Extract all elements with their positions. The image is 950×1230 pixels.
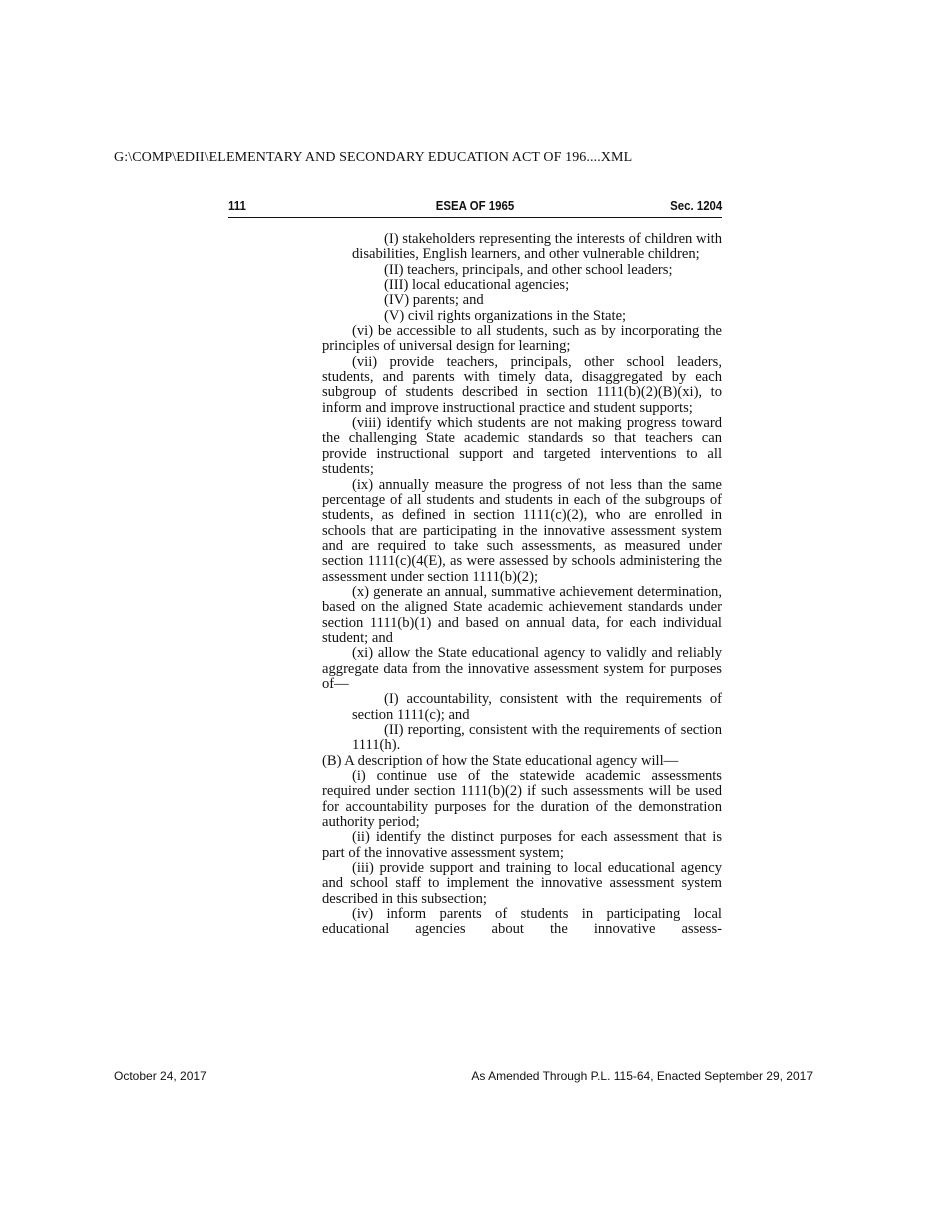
statute-paragraph: (I) accountability, consistent with the requirements of section 1111(c); and — [352, 691, 722, 723]
statute-paragraph: (III) local educational agencies; — [384, 277, 570, 294]
document-title: ESEA OF 1965 — [435, 198, 515, 213]
statute-body — [290, 232, 722, 938]
statute-paragraph: (vii) provide teachers, principals, other school leaders, students, and parents with timely data, disaggregated by each subgroup of students described in section 1111(b)(2)(B)(xi), to inform and improve instructional practice and student supports; — [322, 353, 722, 416]
statute-paragraph: (iv) inform parents of students in participating local educational agencies about the innovative assess- — [322, 906, 722, 938]
statute-paragraph: (B) A description of how the State educational agency will— — [322, 752, 679, 769]
footer-amendment-note: As Amended Through P.L. 115-64, Enacted September 29, 2017 — [471, 1069, 813, 1083]
statute-paragraph: (ix) annually measure the progress of not less than the same percentage of all students and students in each of the subgroups of students, as defined in section 1111(c)(2), who are enrolled in schools that are participating in the innovative assessment system and are required to take such assessments, as measured under section 1111(c)(4(E), as were assessed by schools administering the assessment under section 1111(b)(2); — [322, 476, 722, 585]
running-head — [228, 198, 722, 218]
statute-paragraph: (I) stakeholders representing the interests of children with disabilities, English learners, and other vulnerable children; — [352, 231, 722, 263]
statute-paragraph: (i) continue use of the statewide academic assessments required under section 1111(b)(2) if such assessments will be used for accountability purposes for the duration of the demonstration authority period; — [322, 768, 722, 831]
statute-paragraph: (xi) allow the State educational agency to validly and reliably aggregate data from the innovative assessment system for purposes of— — [322, 645, 722, 692]
statute-paragraph: (ii) identify the distinct purposes for each assessment that is part of the innovative assessment system; — [322, 829, 722, 861]
statute-paragraph: (iii) provide support and training to local educational agency and school staff to implement the innovative assessment system described in this subsection; — [322, 860, 722, 907]
statute-paragraph: (II) teachers, principals, and other school leaders; — [384, 261, 673, 278]
section-label: Sec. 1204 — [669, 198, 722, 213]
page-number: 111 — [228, 198, 246, 213]
statute-paragraph: (V) civil rights organizations in the State; — [384, 307, 627, 324]
file-path: G:\COMP\EDII\ELEMENTARY AND SECONDARY EDUCATION ACT OF 196....XML — [114, 150, 633, 165]
statute-paragraph: (vi) be accessible to all students, such as by incorporating the principles of universal design for learning; — [322, 323, 722, 355]
statute-paragraph: (IV) parents; and — [384, 292, 484, 309]
statute-paragraph: (x) generate an annual, summative achievement determination, based on the aligned State academic achievement standards under section 1111(b)(1) and based on annual data, for each individual student; and — [322, 583, 722, 646]
footer-date: October 24, 2017 — [114, 1069, 207, 1083]
statute-paragraph: (II) reporting, consistent with the requirements of section 1111(h). — [352, 722, 722, 754]
statute-paragraph: (viii) identify which students are not making progress toward the challenging State academic standards so that teachers can provide instructional support and targeted interventions to all students; — [322, 415, 722, 478]
